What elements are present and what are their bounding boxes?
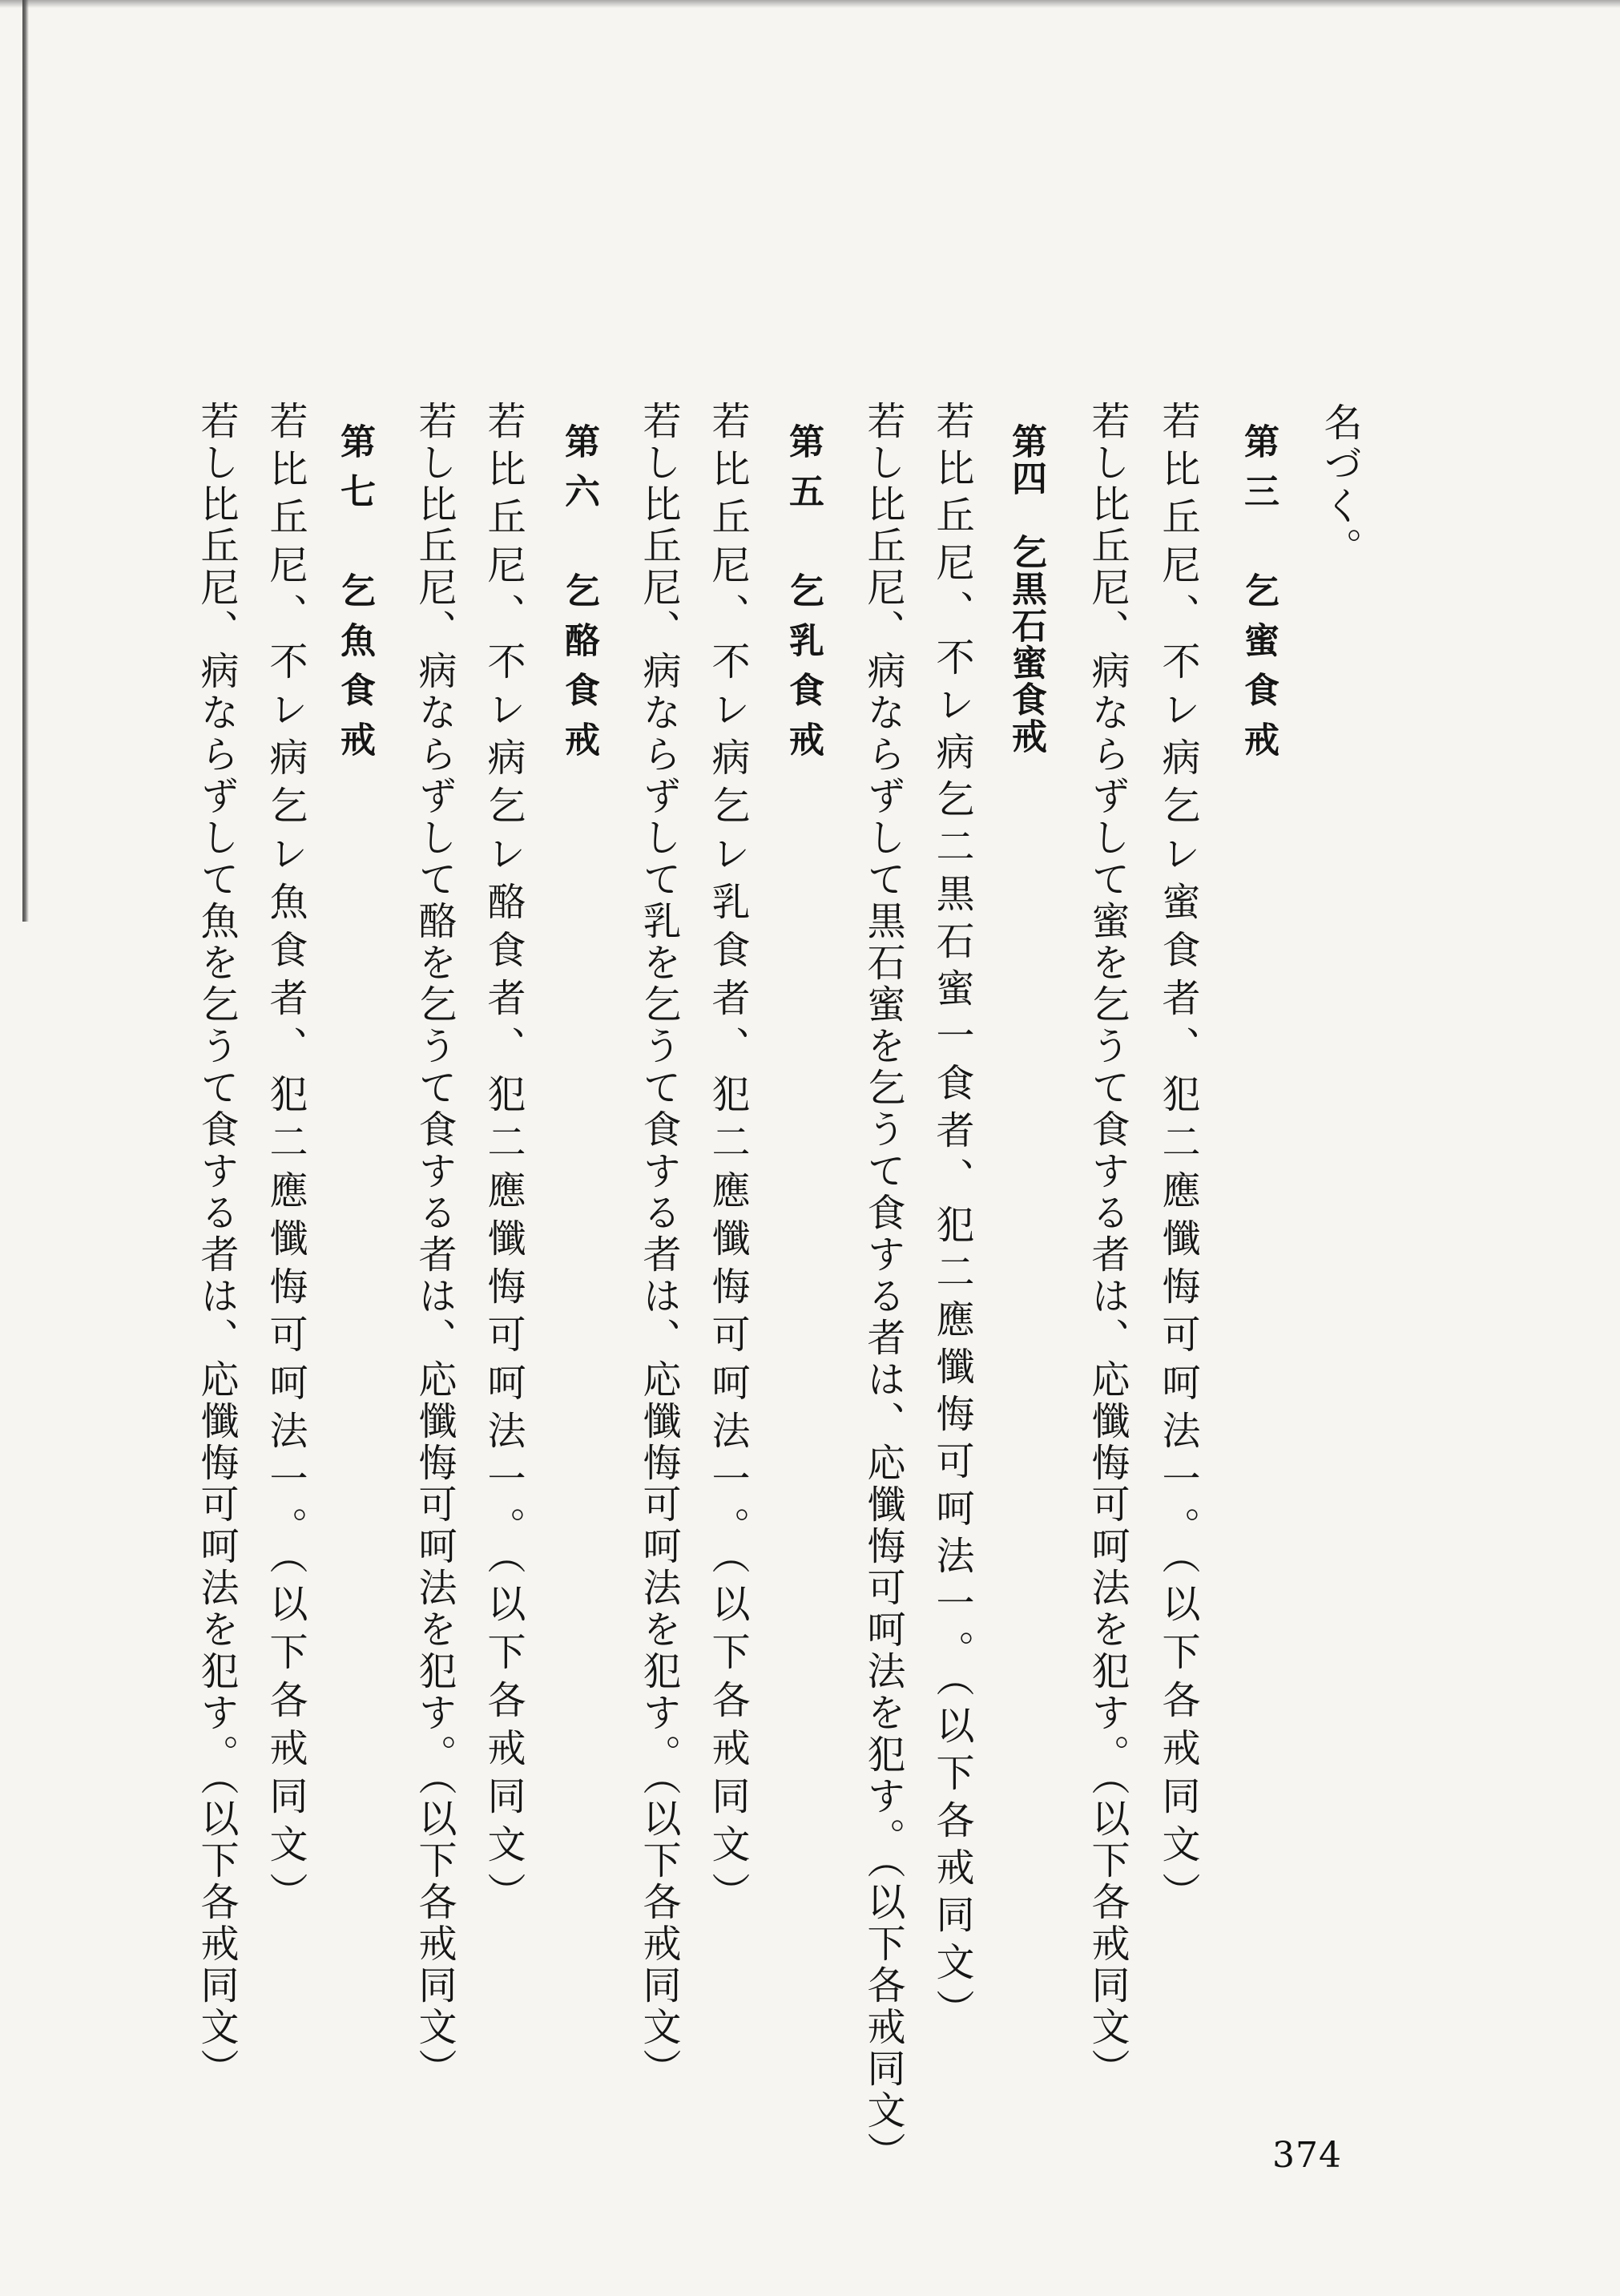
reading-text-3: 若し比丘尼、病ならずして蜜を乞うて食する者は、応懺悔可呵法を犯す。（以下各戒同文） xyxy=(1085,401,1130,2090)
reading-text-6: 若し比丘尼、病ならずして酪を乞うて食する者は、応懺悔可呵法を犯す。（以下各戒同文） xyxy=(412,401,457,2090)
reading-text-5: 若し比丘尼、病ならずして乳を乞うて食する者は、応懺悔可呵法を犯す。（以下各戒同文） xyxy=(636,401,681,2090)
kanbun-text-4: 若比丘尼、不レ病乞二黒石蜜一食者、犯二應懺悔可呵法一。（以下各戒同文） xyxy=(929,401,974,2036)
reading-text-7: 若し比丘尼、病ならずして魚を乞うて食する者は、応懺悔可呵法を犯す。（以下各戒同文） xyxy=(194,401,239,2090)
section-heading-3: 第三 乞蜜食戒 xyxy=(1238,423,1279,771)
section-heading-5: 第五 乞乳食戒 xyxy=(783,423,824,771)
page-binding-edge xyxy=(22,0,29,922)
page-number: 374 xyxy=(1272,2135,1342,2176)
section-heading-7: 第七 乞魚食戒 xyxy=(334,423,375,771)
section-heading-6: 第六 乞酪食戒 xyxy=(558,423,599,771)
reading-text-4: 若し比丘尼、病ならずして黒石蜜を乞うて食する者は、応懺悔可呵法を犯す。（以下各戒同文） xyxy=(860,401,905,2173)
kanbun-text-7: 若比丘尼、不レ病乞レ魚食者、犯二應懺悔可呵法一。（以下各戒同文） xyxy=(263,401,308,1920)
kanbun-text-6: 若比丘尼、不レ病乞レ酪食者、犯二應懺悔可呵法一。（以下各戒同文） xyxy=(481,401,526,1920)
section-heading-4: 第四 乞黒石蜜食戒 xyxy=(1005,423,1046,755)
kanbun-text-3: 若比丘尼、不レ病乞レ蜜食者、犯二應懺悔可呵法一。（以下各戒同文） xyxy=(1155,401,1200,1920)
kanbun-text-5: 若比丘尼、不レ病乞レ乳食者、犯二應懺悔可呵法一。（以下各戒同文） xyxy=(705,401,750,1920)
page-top-edge xyxy=(0,0,1620,8)
continuation-text: 名づく。 xyxy=(1317,402,1362,569)
